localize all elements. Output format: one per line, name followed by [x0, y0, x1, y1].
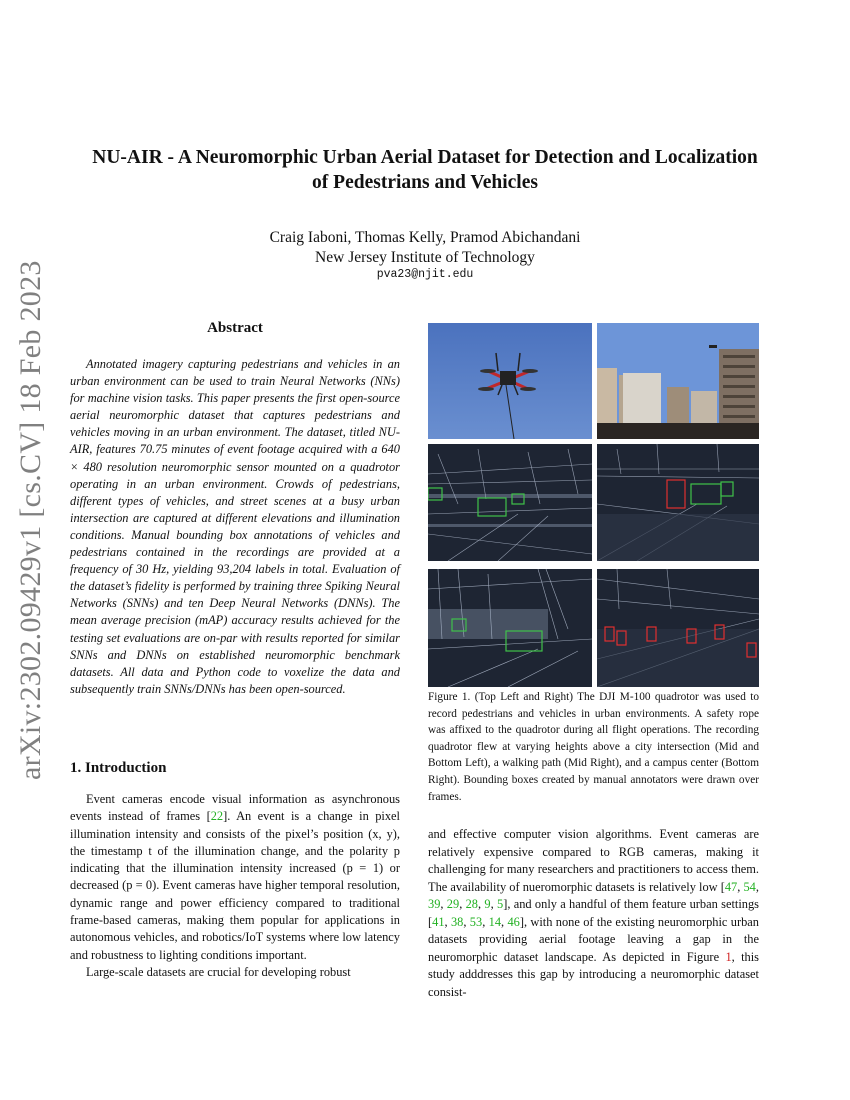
citation-link[interactable]: 46: [507, 914, 520, 929]
title-line-1: NU-AIR - A Neuromorphic Urban Aerial Dataset for Detection and Localization: [92, 147, 758, 168]
citation-link[interactable]: 41: [432, 914, 445, 929]
panel-event-intersection: [428, 444, 592, 561]
affiliation: New Jersey Institute of Technology: [315, 249, 535, 266]
figure-1: [428, 323, 759, 687]
citation-link[interactable]: 53: [469, 914, 483, 929]
citation-link[interactable]: 5: [497, 897, 504, 911]
figure-1-caption: Figure 1. (Top Left and Right) The DJI M-100 quadrotor was used to record pedestrians and vehicles in urban environments. A safety rope was affixed to the quadrotor during all flight operations. The recording quadrotor flew at varying heights above a city intersection (Mid and Bottom Left), a walking path (Mid Right), and a campus center (Bottom Right). Bounding boxes created by manual annotators were drawn over frames.: [428, 691, 759, 803]
citation-link[interactable]: 54: [743, 879, 756, 894]
author-email[interactable]: pva23@njit.edu: [376, 268, 474, 281]
panel-drone-sky: [428, 323, 592, 439]
citation-link[interactable]: 47: [724, 879, 738, 894]
citation-link[interactable]: 22: [210, 809, 224, 824]
panel-event-walking-path: [597, 444, 759, 561]
intro-paragraph-2: Large-scale datasets are crucial for developing robust: [86, 964, 351, 979]
arxiv-sidebar-stamp: arXiv:2302.09429v1 [cs.CV] 18 Feb 2023: [14, 260, 47, 780]
citation-link[interactable]: 14: [488, 914, 502, 929]
section-heading-introduction: 1. Introduction: [70, 760, 167, 776]
citation-link[interactable]: 29: [446, 897, 460, 911]
introduction-text: [70, 791, 400, 981]
abstract-text: Annotated imagery capturing pedestrians and vehicles in an urban environment can be used to train Neural Networks (NNs) for machine vision tasks. This paper presents the first open-source aerial neuromorphic dataset that captures pedestrians and vehicles moving in an urban environment. The dataset, titled NU-AIR, features 70.75 minutes of event footage acquired with a 640 × 480 resolution neuromorphic sensor mounted on a quadrotor operating in an urban environment. Crowds of pedestrians, different types of vehicles, and street scenes at a busy urban intersection are captured at different elevations and illumination conditions. Manual bounding box annotations of vehicles and pedestrians contained in the recordings are provided at a frequency of 30 Hz, yielding 93,204 labels in total. Evaluation of the dataset’s fidelity is performed by training three Spiking Neural Networks (SNNs) and ten Deep Neural Networks (DNNs). The mean average precision (mAP) accuracy results achieved for the testing set evaluations are on-par with results reported for similar SNNs and DNNs on established neuromorphic benchmark datasets. All data and Python code to voxelize the data and subsequently train SNNs/DNNs has been open-sourced.: [70, 357, 400, 696]
citation-link[interactable]: 9: [484, 897, 491, 911]
paper-title: [70, 145, 780, 195]
citation-link[interactable]: 39: [428, 897, 441, 911]
title-line-2: of Pedestrians and Vehicles: [312, 172, 538, 193]
right-column-text: and effective computer vision algorithms. Event cameras are relatively expensive compared to RGB cameras, making it challenging for many researchers and practitioners to access them. The availability of nueromorphic datasets is relatively low [47, 54, 39, 29, 28, 9, 5], and only a handful of them feature urban settings [41, 38, 53, 14, 46], with none of the existing neuromorphic urban datasets providing aerial footage leaving a gap in the neuromorphic dataset landscape. As depicted in Figure 1, this study adddresses this gap by introducing a neuromorphic dataset consist-: [428, 827, 760, 999]
panel-city-skyline: [597, 323, 759, 439]
citation-link[interactable]: 38: [450, 914, 464, 929]
authors: Craig Iaboni, Thomas Kelly, Pramod Abichandani: [269, 229, 581, 246]
author-block: [70, 228, 780, 268]
citation-link[interactable]: 28: [465, 897, 478, 911]
panel-event-intersection-2: [428, 569, 592, 687]
panel-event-campus: [597, 569, 759, 687]
figure-reference-link[interactable]: 1: [725, 949, 732, 964]
intro-paragraph-1: Event cameras encode visual information as asynchronous events instead of frames [22]. An event is a change in pixel illumination intensity and consists of the pixel’s position (x, y), the timestamp t of the illumination change, and the polarity p indicating that the illumination intensity increased (p = 1) or decreased (p = 0). Event cameras have higher temporal resolution, dynamic range and power efficiency compared to traditional frame-based cameras, making them popular for applications in autonomous vehicles, and robotics/IoT systems where low latency and robustness to lighting conditions important.: [70, 792, 400, 962]
abstract-heading: Abstract: [207, 320, 263, 336]
